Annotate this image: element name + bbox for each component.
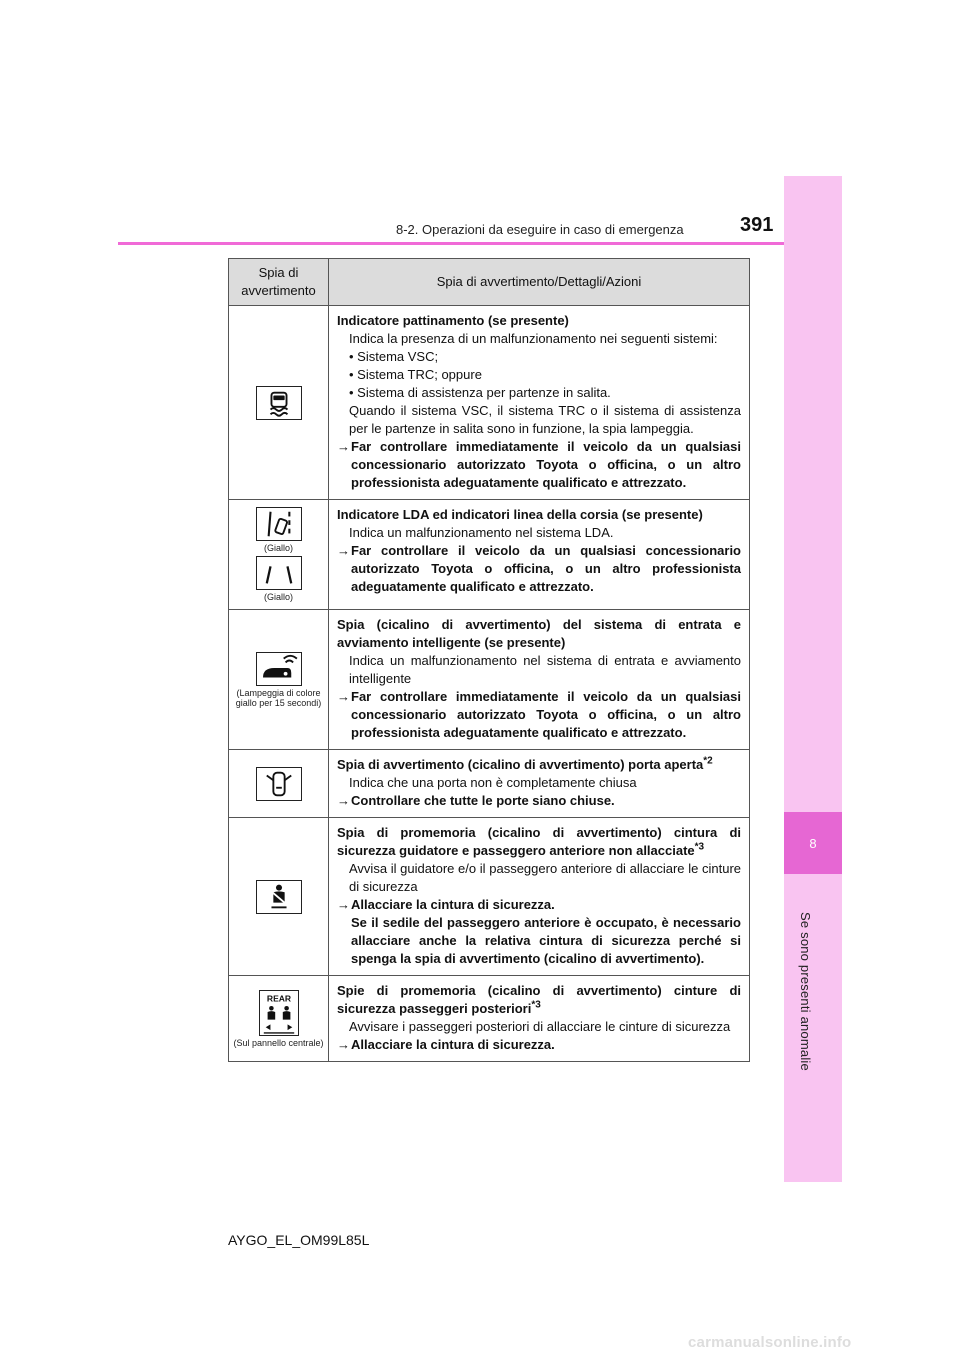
light-description: Indica un malfunzionamento nel sistema di entrata e avviamento intelligente	[349, 653, 741, 686]
lane-line-indicator-icon	[256, 556, 302, 590]
light-title: Spia (cicalino di avvertimento) del sistema di entrata e avviamento intelligente (se presente)	[337, 617, 741, 650]
table-row	[229, 976, 750, 1062]
lda-indicator-icon	[256, 507, 302, 541]
rear-label: REAR	[266, 993, 291, 1004]
light-title: Indicatore LDA ed indicatori linea della corsia (se presente)	[337, 507, 703, 522]
action-instruction: → Far controllare immediatamente il veicolo da un qualsiasi concessionario autorizzato Toyota o officina, o un altro professionista adeguatamente qualificato e attrezzato.	[337, 439, 741, 490]
details-cell	[329, 818, 750, 976]
icon-caption: (Giallo)	[263, 543, 293, 553]
action-instruction: → Allacciare la cintura di sicurezza.	[337, 1037, 555, 1052]
light-description: Indica che una porta non è completamente chiusa	[349, 775, 637, 790]
action-instruction: → Allacciare la cintura di sicurezza. Se il sedile del passeggero anteriore è occupato, è necessario allacciare anche la relativa cintura di sicurezza perché si spenga la spia di avvertimento (cicalino di avvertimento).	[337, 897, 741, 966]
icon-cell	[229, 500, 329, 610]
table-row	[229, 306, 750, 500]
icon-cell	[229, 976, 329, 1062]
arrow-icon: →	[337, 897, 350, 912]
action-note: Se il sedile del passeggero anteriore è occupato, è necessario allacciare anche la relativa cintura di sicurezza perché si spenga la spia di avvertimento (cicalino di avvertimento).	[351, 915, 741, 966]
bullet-item: • Sistema di assistenza per partenze in salita.	[349, 385, 611, 400]
rear-seatbelt-reminder-icon	[259, 990, 299, 1036]
icon-caption: (Sul pannello centrale)	[233, 1037, 324, 1048]
chapter-label: Se sono presenti anomalie	[798, 912, 813, 1071]
light-title: Spie di promemoria (cicalino di avvertimento) cinture di sicurezza passeggeri posteriori$^{*3}$	[337, 983, 741, 1016]
bullet-item: • Sistema TRC; oppure	[349, 367, 482, 382]
action-instruction: → Controllare che tutte le porte siano chiuse.	[337, 793, 615, 808]
icon-cell	[229, 818, 329, 976]
page-number: 391	[740, 214, 774, 236]
arrow-icon: →	[337, 793, 350, 808]
column-header-light: Spia di avvertimento	[229, 259, 329, 306]
door-open-warning-icon	[256, 767, 302, 801]
action-instruction: → Far controllare il veicolo da un qualsiasi concessionario autorizzato Toyota o officina, o un altro professionista adeguatamente qualificato e attrezzato.	[337, 543, 741, 594]
smart-key-warning-icon	[256, 652, 302, 686]
icon-caption: (Lampeggia di colore giallo per 15 secondi)	[235, 687, 322, 708]
table-row	[229, 750, 750, 818]
seatbelt-reminder-icon	[256, 880, 302, 914]
icon-cell	[229, 750, 329, 818]
slip-indicator-icon	[256, 386, 302, 420]
table-row	[229, 500, 750, 610]
header-rule	[118, 242, 784, 245]
arrow-icon: →	[337, 439, 350, 454]
footnote-ref: *3	[531, 999, 541, 1011]
light-title: Spia di promemoria (cicalino di avvertimento) cintura di sicurezza guidatore e passeggero anteriore non allacciate$^{*3}$	[337, 825, 741, 858]
light-description: Indica la presenza di un malfunzionamento nei seguenti sistemi:	[349, 331, 718, 346]
footnote-ref: *3	[694, 841, 705, 853]
chapter-side-tab[interactable]	[784, 176, 842, 1182]
table-header-row	[229, 259, 750, 306]
action-instruction: → Far controllare immediatamente il veicolo da un qualsiasi concessionario autorizzato Toyota o officina, o un altro professionista adeguatamente qualificato e attrezzato.	[337, 689, 741, 740]
light-title: Spia di avvertimento (cicalino di avvertimento) porta aperta$^{*2}$	[337, 755, 713, 772]
light-description: Avvisa il guidatore e/o il passeggero anteriore di allacciare le cinture di sicurezza	[349, 861, 741, 894]
document-code: AYGO_EL_OM99L85L	[228, 1232, 370, 1248]
details-cell	[329, 306, 750, 500]
details-cell	[329, 976, 750, 1062]
arrow-icon: →	[337, 689, 350, 704]
light-title: Indicatore pattinamento (se presente)	[337, 313, 569, 328]
details-cell	[329, 500, 750, 610]
watermark: carmanualsonline.info	[688, 1334, 852, 1351]
details-cell	[329, 610, 750, 750]
footnote-ref: *2	[703, 755, 713, 767]
arrow-icon: →	[337, 1037, 350, 1052]
icon-cell	[229, 610, 329, 750]
warning-lights-table	[228, 258, 750, 1062]
chapter-number: 8	[784, 812, 842, 874]
table-row	[229, 818, 750, 976]
light-description-extra: Quando il sistema VSC, il sistema TRC o il sistema di assistenza per le partenze in salita sono in funzione, la spia lampeggia.	[349, 403, 741, 436]
light-description: Indica un malfunzionamento nel sistema LDA.	[349, 525, 614, 540]
bullet-item: • Sistema VSC;	[349, 349, 439, 364]
details-cell	[329, 750, 750, 818]
arrow-icon: →	[337, 543, 350, 558]
section-title: 8-2. Operazioni da eseguire in caso di emergenza	[396, 222, 684, 237]
icon-cell	[229, 306, 329, 500]
column-header-details: Spia di avvertimento/Dettagli/Azioni	[329, 259, 750, 306]
light-description: Avvisare i passeggeri posteriori di allacciare le cinture di sicurezza	[349, 1019, 731, 1034]
icon-caption: (Giallo)	[263, 592, 293, 602]
table-row	[229, 610, 750, 750]
